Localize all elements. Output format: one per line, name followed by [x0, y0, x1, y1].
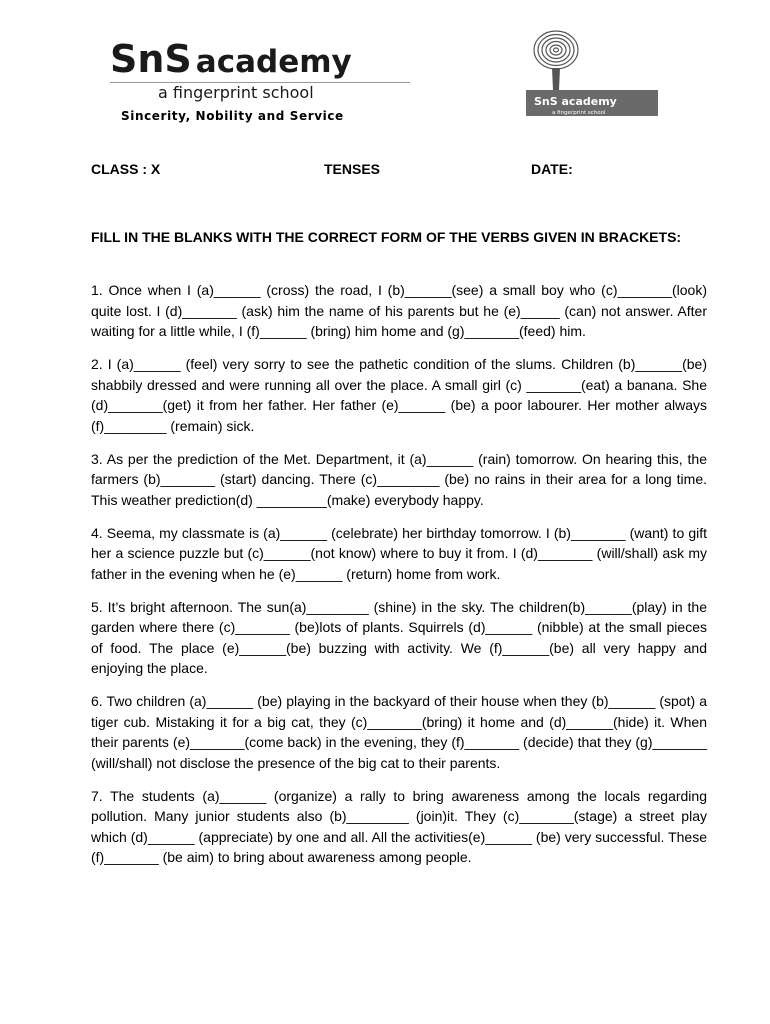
- logo-text: SnS academy: [534, 95, 617, 108]
- question-6: 6. Two children (a)______ (be) playing in the backyard of their house when they (b)______ (spot) a tiger cub. Mistaking it for a big cat, they (c)_______(bring) it home and (d)______(hide) it. When their parents (e)_______(come back) in the evening, they (f)_______ (decide) that they (g)_______ (will/shall) not disclose the presence of the big cat to their parents.: [91, 693, 707, 771]
- question-4: 4. Seema, my classmate is (a)______ (celebrate) her birthday tomorrow. I (b)_______ (want) to gift her a science puzzle but (c)______(not know) where to buy it from. I (d)_______ (will/shall) ask my father in the evening when he (e)______ (return) home from work.: [91, 524, 707, 582]
- brand-academy: academy: [195, 44, 352, 80]
- class-label: CLASS : X: [91, 161, 161, 177]
- date-label: DATE:: [531, 161, 573, 177]
- question-3: 3. As per the prediction of the Met. Department, it (a)______ (rain) tomorrow. On hearing this, the farmers (b)_______ (start) dancing. There (c)________ (be) no rains in their area for a long time. This weather prediction(d) _________(make) everybody happy.: [91, 450, 707, 508]
- question-list: [91, 280, 707, 880]
- brand-tagline: a fingerprint school: [158, 83, 314, 102]
- brand-wordmark: [110, 37, 352, 81]
- instructions-heading: FILL IN THE BLANKS WITH THE CORRECT FORM OF THE VERBS GIVEN IN BRACKETS:: [91, 229, 682, 245]
- fingerprint-tree-logo: [522, 28, 662, 120]
- topic-title: TENSES: [324, 161, 381, 177]
- school-header: [0, 0, 770, 140]
- logo-subtext: a fingerprint school: [552, 110, 606, 116]
- brand-sns: SnS: [110, 37, 192, 81]
- question-2: 2. I (a)______ (feel) very sorry to see the pathetic condition of the slums. Children (b)______(be) shabbily dressed and were running all over the place. A small girl (c) _______(eat) a banana. She (d)_______(get) it from her father. Her father (e)______ (be) a poor labourer. Her mother always (f)________ (remain) sick.: [91, 356, 707, 434]
- question-5: 5. It’s bright afternoon. The sun(a)________ (shine) in the sky. The children(b)______(play) in the garden where there (c)_______ (be)lots of plants. Squirrels (d)______ (nibble) at the small pieces of food. The place (e)______(be) buzzing with activity. We (f)______(be) all very happy and enjoying the place.: [91, 598, 707, 676]
- worksheet-meta: [91, 161, 711, 181]
- question-7: 7. The students (a)______ (organize) a rally to bring awareness among the locals regarding pollution. Many junior students also (b)________ (join)it. They (c)_______(stage) a street play which (d)______ (appreciate) by one and all. All the activities(e)______ (be) very successful. These (f)_______ (be aim) to bring about awareness among people.: [91, 787, 707, 865]
- question-1: 1. Once when I (a)______ (cross) the road, I (b)______(see) a small boy who (c)_______(look) quite lost. I (d)_______ (ask) him the name of his parents but he (e)_____ (can) not answer. After waiting for a little while, I (f)______ (bring) him home and (g)_______(feed) him.: [91, 282, 707, 339]
- brand-motto: Sincerity, Nobility and Service: [121, 109, 344, 123]
